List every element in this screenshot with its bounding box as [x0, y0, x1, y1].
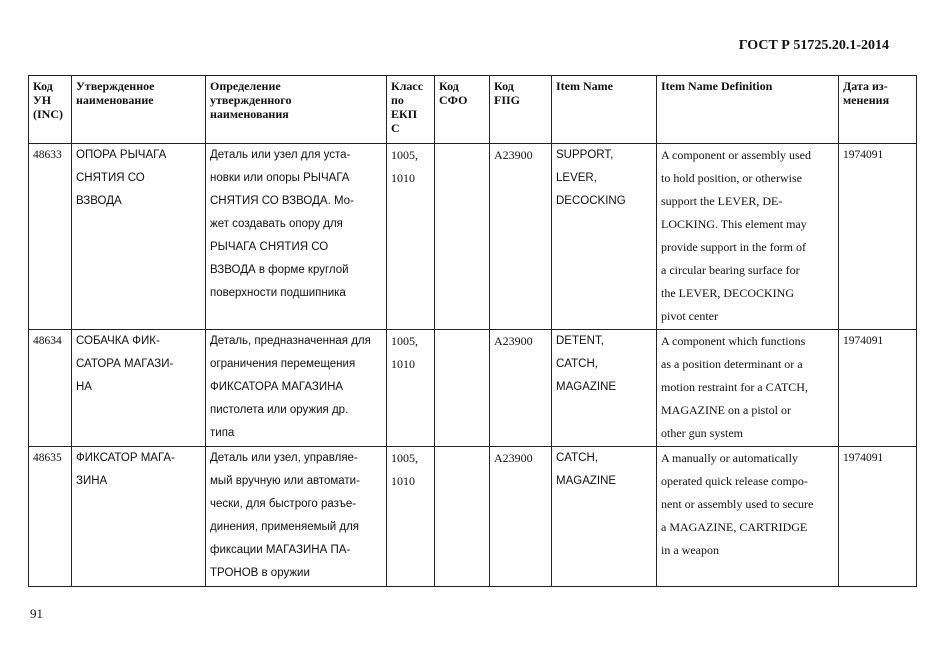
approved-name-cell — [72, 447, 206, 587]
document-code: ГОСТ Р 51725.20.1-2014 — [738, 38, 889, 53]
cell-line: поверхности подшипника — [210, 287, 346, 299]
cell-line: чески, для быстрого разъе- — [210, 498, 357, 510]
cell-line: 1005, — [391, 451, 418, 465]
change-date-cell: 1974091 — [839, 144, 917, 330]
cell-line: A manually or automatically — [661, 451, 798, 465]
fiig-cell: A23900 — [490, 330, 552, 447]
cell-line: motion restraint for a CATCH, — [661, 380, 808, 394]
cell-line: A component or assembly used — [661, 148, 811, 162]
cell-line: 1010 — [391, 357, 415, 371]
cell-line: Код — [439, 79, 459, 93]
cell-line: НА — [76, 381, 92, 393]
cell-line: Код — [33, 79, 53, 93]
item-name-cell — [552, 330, 657, 447]
cell-line: to hold position, or otherwise — [661, 171, 802, 185]
cell-line: CATCH, — [556, 358, 598, 370]
cell-line: 1005, — [391, 334, 418, 348]
cell-line: САТОРА МАГАЗИ- — [76, 358, 174, 370]
cell-line: СНЯТИЯ СО — [76, 172, 145, 184]
class-cell — [387, 447, 435, 587]
class-cell — [387, 330, 435, 447]
cell-line: СНЯТИЯ СО ВЗВОДА. Мо- — [210, 195, 354, 207]
table-row — [29, 330, 917, 447]
cell-line: ВЗВОДА — [76, 195, 122, 207]
cell-line: РЫЧАГА СНЯТИЯ СО — [210, 241, 329, 253]
cell-line: ФИКСАТОР МАГА- — [76, 452, 175, 464]
sfo-cell — [435, 144, 490, 330]
cell-line: утвержденного — [210, 93, 292, 107]
inc-cell: 48635 — [29, 447, 72, 587]
cell-line: УН — [33, 93, 52, 107]
cell-line: pivot center — [661, 309, 718, 323]
cell-line: Дата из- — [843, 79, 888, 93]
cell-line: in a weapon — [661, 543, 719, 557]
cell-line: other gun system — [661, 426, 743, 440]
definition-cell — [206, 144, 387, 330]
cell-line: наименование — [76, 93, 154, 107]
change-date-cell: 1974091 — [839, 447, 917, 587]
cell-line: СОБАЧКА ФИК- — [76, 335, 160, 347]
sfo-cell — [435, 330, 490, 447]
col-item-name-header — [552, 76, 657, 144]
cell-line: SUPPORT, — [556, 149, 614, 161]
table-row — [29, 144, 917, 330]
change-date-cell: 1974091 — [839, 330, 917, 447]
cell-line: the LEVER, DECOCKING — [661, 286, 794, 300]
cell-line: ЕКП — [391, 107, 418, 121]
fiig-cell: A23900 — [490, 447, 552, 587]
cell-line: MAGAZINE — [556, 381, 617, 393]
col-change-date-header — [839, 76, 917, 144]
col-inc-header — [29, 76, 72, 144]
cell-line: A component which functions — [661, 334, 806, 348]
cell-line: наименования — [210, 107, 289, 121]
cell-line: СФО — [439, 93, 468, 107]
cell-line: менения — [843, 93, 890, 107]
col-class-header — [387, 76, 435, 144]
cell-line: a MAGAZINE, CARTRIDGE — [661, 520, 808, 534]
item-definition-cell — [657, 330, 839, 447]
cell-line: DECOCKING — [556, 195, 626, 207]
cell-line: ТРОНОВ в оружии — [210, 567, 310, 579]
cell-line: С — [391, 121, 400, 135]
page-number: 91 — [30, 606, 43, 621]
cell-line: a circular bearing surface for — [661, 263, 800, 277]
definition-cell — [206, 447, 387, 587]
col-item-definition-header — [657, 76, 839, 144]
cell-line: Деталь или узел, управляе- — [210, 452, 358, 464]
cell-line: ОПОРА РЫЧАГА — [76, 149, 167, 161]
inc-cell: 48634 — [29, 330, 72, 447]
class-cell — [387, 144, 435, 330]
cell-line: ограничения перемещения — [210, 358, 356, 370]
cell-line: MAGAZINE — [556, 475, 617, 487]
cell-line: ВЗВОДА в форме круглой — [210, 264, 349, 276]
cell-line: Класс — [391, 79, 424, 93]
cell-line: ЗИНА — [76, 475, 108, 487]
item-name-cell — [552, 144, 657, 330]
cell-line: динения, применяемый для — [210, 521, 360, 533]
cell-line: фиксации МАГАЗИНА ПА- — [210, 544, 351, 556]
cell-line: LOCKING. This element may — [661, 217, 807, 231]
cell-line: Код — [494, 79, 514, 93]
cell-line: (INC) — [33, 107, 63, 121]
cell-line: FIIG — [494, 93, 521, 107]
cell-line: пистолета или оружия др. — [210, 404, 349, 416]
approved-name-cell — [72, 144, 206, 330]
cell-line: новки или опоры РЫЧАГА — [210, 172, 350, 184]
cell-line: as a position determinant or a — [661, 357, 803, 371]
cell-line: CATCH, — [556, 452, 598, 464]
cell-line: Item Name — [556, 79, 613, 93]
sfo-cell — [435, 447, 490, 587]
col-fiig-header — [490, 76, 552, 144]
item-definition-cell — [657, 144, 839, 330]
cell-line: MAGAZINE on a pistol or — [661, 403, 791, 417]
col-definition-header — [206, 76, 387, 144]
cell-line: nent or assembly used to secure — [661, 497, 814, 511]
item-name-cell — [552, 447, 657, 587]
fiig-cell: A23900 — [490, 144, 552, 330]
item-definition-cell — [657, 447, 839, 587]
cell-line: Деталь, предназначенная для — [210, 335, 371, 347]
col-approved-name-header — [72, 76, 206, 144]
inc-cell: 48633 — [29, 144, 72, 330]
cell-line: ФИКСАТОРА МАГАЗИНА — [210, 381, 344, 393]
cell-line: по — [391, 93, 404, 107]
cell-line: 1010 — [391, 171, 415, 185]
approved-name-cell — [72, 330, 206, 447]
cell-line: Item Name Definition — [661, 79, 773, 93]
cell-line: мый вручную или автомати- — [210, 475, 360, 487]
table-row — [29, 447, 917, 587]
cell-line: 1010 — [391, 474, 415, 488]
cell-line: LEVER, — [556, 172, 597, 184]
col-sfo-header — [435, 76, 490, 144]
cell-line: жет создавать опору для — [210, 218, 343, 230]
cell-line: provide support in the form of — [661, 240, 806, 254]
cell-line: operated quick release compo- — [661, 474, 808, 488]
header-row — [29, 76, 917, 144]
cell-line: Определение — [210, 79, 281, 93]
cell-line: 1005, — [391, 148, 418, 162]
catalog-table — [28, 75, 917, 587]
cell-line: типа — [210, 427, 235, 439]
cell-line: Деталь или узел для уста- — [210, 149, 351, 161]
cell-line: DETENT, — [556, 335, 604, 347]
definition-cell — [206, 330, 387, 447]
cell-line: support the LEVER, DE- — [661, 194, 783, 208]
cell-line: Утвержденное — [76, 79, 155, 93]
